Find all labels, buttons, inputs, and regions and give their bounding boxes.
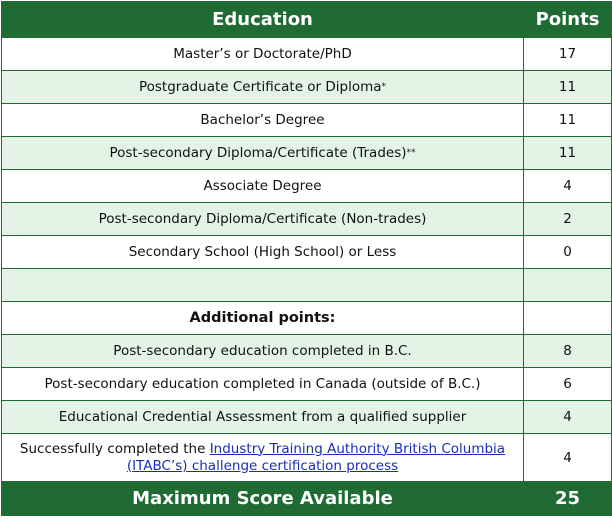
- max-score-label: Maximum Score Available: [2, 482, 524, 516]
- row-label: Post-secondary Diploma/Certificate (Trades): [109, 145, 407, 161]
- table-row: [2, 203, 612, 236]
- table-row: [2, 137, 612, 170]
- table-row: [2, 71, 612, 104]
- table-row: [2, 236, 612, 269]
- row-label: Educational Credential Assessment from a qualified supplier: [2, 401, 524, 434]
- row-points: 11: [524, 71, 612, 104]
- row-label-cell: [2, 137, 524, 170]
- footnote-marker: **: [406, 148, 416, 158]
- itabc-cell: [2, 434, 524, 482]
- row-points: 11: [524, 137, 612, 170]
- itabc-link[interactable]: Industry Training Authority British Columbia: [209, 440, 506, 457]
- table-row: [2, 104, 612, 137]
- row-points: 6: [524, 368, 612, 401]
- row-points: 2: [524, 203, 612, 236]
- table-row: [2, 335, 612, 368]
- row-points: 11: [524, 104, 612, 137]
- row-label: Secondary School (High School) or Less: [2, 236, 524, 269]
- row-label: Post-secondary education completed in B.C.: [2, 335, 524, 368]
- additional-points-heading: Additional points:: [2, 302, 524, 335]
- itabc-line-1: [6, 441, 519, 458]
- row-points: 4: [524, 170, 612, 203]
- row-label-cell: [2, 71, 524, 104]
- table-header-row: [2, 2, 612, 38]
- points-header: Points: [524, 2, 612, 38]
- itabc-line-2: [6, 458, 519, 475]
- row-points: 8: [524, 335, 612, 368]
- row-points: 4: [524, 434, 612, 482]
- row-label: Post-secondary Diploma/Certificate (Non-trades): [2, 203, 524, 236]
- row-label: Master’s or Doctorate/PhD: [2, 38, 524, 71]
- empty-cell: [524, 302, 612, 335]
- spacer-row: [2, 269, 612, 302]
- spacer-cell: [2, 269, 524, 302]
- itabc-prefix: Successfully completed the: [19, 440, 210, 457]
- spacer-cell: [524, 269, 612, 302]
- row-points: 0: [524, 236, 612, 269]
- row-points: 17: [524, 38, 612, 71]
- footnote-marker: *: [381, 82, 387, 92]
- row-label: Post-secondary education completed in Canada (outside of B.C.): [2, 368, 524, 401]
- row-points: 4: [524, 401, 612, 434]
- table-footer-row: [2, 482, 612, 516]
- table-row: [2, 401, 612, 434]
- row-label: Bachelor’s Degree: [2, 104, 524, 137]
- max-score-points: 25: [524, 482, 612, 516]
- table-row: [2, 368, 612, 401]
- row-label: Postgraduate Certificate or Diploma: [138, 79, 382, 95]
- education-header: Education: [2, 2, 524, 38]
- row-label: Associate Degree: [2, 170, 524, 203]
- table-row: [2, 38, 612, 71]
- itabc-link-continued[interactable]: (ITABC’s) challenge certification process: [126, 457, 399, 474]
- additional-heading-row: [2, 302, 612, 335]
- education-points-table: [1, 1, 612, 516]
- table-row: [2, 170, 612, 203]
- table-row: [2, 434, 612, 482]
